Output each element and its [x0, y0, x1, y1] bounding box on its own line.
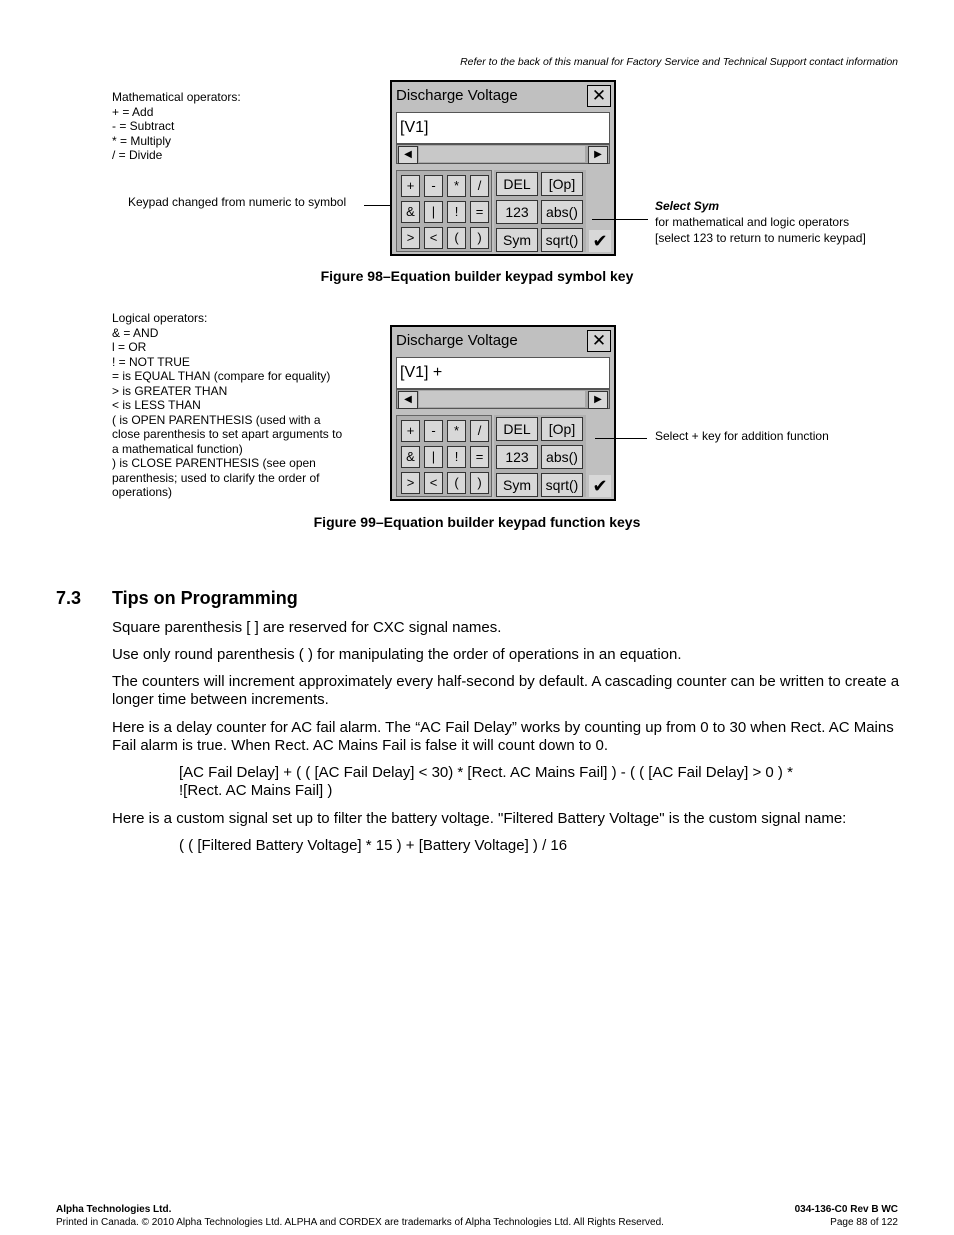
dialog-title: Discharge Voltage — [396, 332, 518, 349]
select-sym-line: for mathematical and logic operators — [655, 215, 850, 229]
scroll-right-icon[interactable]: ▶ — [588, 146, 608, 164]
horizontal-scrollbar[interactable] — [396, 144, 610, 164]
footer-page-number: Page 88 of 122 — [830, 1217, 898, 1228]
logical-operator-line: operations) — [112, 485, 173, 499]
key-or[interactable]: | — [424, 201, 443, 223]
section-title: Tips on Programming — [112, 588, 298, 608]
function-keypad — [494, 170, 586, 252]
key-open-paren[interactable]: ( — [447, 472, 466, 494]
key-minus[interactable]: - — [424, 175, 443, 197]
op-button[interactable]: [Op] — [541, 417, 583, 441]
paragraph: Square parenthesis [ ] are reserved for CXC signal names. — [112, 619, 502, 636]
numeric-123-button[interactable]: 123 — [496, 200, 538, 224]
key-greater[interactable]: > — [401, 472, 420, 494]
math-operator-multiply: * = Multiply — [112, 133, 172, 148]
scroll-thumb[interactable] — [419, 146, 585, 162]
key-divide[interactable]: / — [470, 420, 489, 442]
close-icon[interactable]: ✕ — [587, 85, 611, 107]
code-line: ![Rect. AC Mains Fail] ) — [179, 782, 333, 799]
sqrt-button[interactable]: sqrt() — [541, 228, 583, 252]
logical-operators-list — [112, 311, 342, 500]
footer-company: Alpha Technologies Ltd. — [56, 1204, 172, 1215]
key-close-paren[interactable]: ) — [470, 227, 489, 249]
footer-rights: Printed in Canada. © 2010 Alpha Technologies Ltd. ALPHA and CORDEX are trademarks of Alpha Technologies Ltd. All Rights Reserved. — [56, 1217, 664, 1228]
discharge-voltage-dialog — [390, 325, 616, 501]
key-less[interactable]: < — [424, 472, 443, 494]
logical-operator-line: ! = NOT TRUE — [112, 354, 190, 369]
code-line: [AC Fail Delay] + ( ( [AC Fail Delay] < 30) * [Rect. AC Mains Fail] ) - ( ( [AC Fail Delay] > 0 ) * — [179, 764, 793, 781]
symbol-keypad — [396, 170, 492, 252]
logical-operator-line: ) is CLOSE PARENTHESIS (see open — [112, 456, 316, 470]
leader-line — [595, 438, 647, 439]
equation-field[interactable]: [V1] — [396, 112, 610, 144]
math-operators-list — [112, 90, 241, 163]
key-and[interactable]: & — [401, 446, 420, 468]
math-operator-subtract: - = Subtract — [112, 119, 175, 133]
del-button[interactable]: DEL — [496, 417, 538, 441]
numeric-123-button[interactable]: 123 — [496, 445, 538, 469]
scroll-left-icon[interactable]: ◀ — [398, 391, 418, 409]
key-not[interactable]: ! — [447, 446, 466, 468]
logical-operator-line: close parenthesis to set apart arguments to — [112, 427, 343, 441]
paragraph: Here is a delay counter for AC fail alarm. The “AC Fail Delay” works by counting up from 0 to 30 when Rect. AC Mains Fail alarm is true. When Rect. AC Mains Fail is false it will count down to 0. — [112, 719, 894, 754]
logical-operator-line: < is LESS THAN — [112, 398, 201, 412]
select-sym-title: Select Sym — [655, 199, 720, 213]
key-minus[interactable]: - — [424, 420, 443, 442]
key-multiply[interactable]: * — [447, 175, 466, 197]
key-or[interactable]: | — [424, 446, 443, 468]
op-button[interactable]: [Op] — [541, 172, 583, 196]
abs-button[interactable]: abs() — [541, 200, 583, 224]
equation-field[interactable]: [V1] + — [396, 357, 610, 389]
select-plus-note: Select + key for addition function — [655, 429, 829, 443]
math-operator-divide: / = Divide — [112, 148, 163, 162]
abs-button[interactable]: abs() — [541, 445, 583, 469]
header-note: Refer to the back of this manual for Factory Service and Technical Support contact information — [460, 56, 898, 68]
logical-operator-line: a mathematical function) — [112, 441, 243, 456]
key-not[interactable]: ! — [447, 201, 466, 223]
select-sym-note — [655, 198, 866, 246]
key-equals[interactable]: = — [470, 201, 489, 223]
keypad-changed-note: Keypad changed from numeric to symbol — [128, 195, 347, 209]
logical-operator-line: ( is OPEN PARENTHESIS (used with a — [112, 412, 321, 427]
math-operators-heading: Mathematical operators: — [112, 90, 241, 104]
leader-line — [364, 205, 390, 206]
scroll-right-icon[interactable]: ▶ — [588, 391, 608, 409]
figure-98-caption: Figure 98–Equation builder keypad symbol key — [320, 268, 634, 284]
logical-operator-line: > is GREATER THAN — [112, 383, 228, 398]
discharge-voltage-dialog — [390, 80, 616, 256]
logical-operator-line: = is EQUAL THAN (compare for equality) — [112, 369, 331, 383]
sqrt-button[interactable]: sqrt() — [541, 473, 583, 497]
code-line: ( ( [Filtered Battery Voltage] * 15 ) + [Battery Voltage] ) / 16 — [179, 837, 568, 854]
key-plus[interactable]: + — [401, 420, 420, 442]
key-open-paren[interactable]: ( — [447, 227, 466, 249]
figure-99-caption: Figure 99–Equation builder keypad function keys — [313, 514, 641, 530]
key-greater[interactable]: > — [401, 227, 420, 249]
logical-operator-line: parenthesis; used to clarify the order of — [112, 470, 320, 485]
sym-button[interactable]: Sym — [496, 473, 538, 497]
key-divide[interactable]: / — [470, 175, 489, 197]
scroll-thumb[interactable] — [419, 391, 585, 407]
key-close-paren[interactable]: ) — [470, 472, 489, 494]
dialog-title: Discharge Voltage — [396, 87, 518, 104]
math-operator-add: + = Add — [112, 104, 154, 119]
key-multiply[interactable]: * — [447, 420, 466, 442]
leader-line — [592, 219, 648, 220]
paragraph: The counters will increment approximately every half-second by default. A cascading counter can be written to create a longer time between increments. — [112, 673, 900, 708]
key-plus[interactable]: + — [401, 175, 420, 197]
section-number: 7.3 — [56, 588, 82, 608]
close-icon[interactable]: ✕ — [587, 330, 611, 352]
key-equals[interactable]: = — [470, 446, 489, 468]
checkmark-icon[interactable]: ✔ — [589, 230, 611, 252]
checkmark-icon[interactable]: ✔ — [589, 475, 611, 497]
scroll-left-icon[interactable]: ◀ — [398, 146, 418, 164]
logical-operator-line: & = AND — [112, 325, 159, 340]
key-less[interactable]: < — [424, 227, 443, 249]
symbol-keypad — [396, 415, 492, 497]
del-button[interactable]: DEL — [496, 172, 538, 196]
logical-operators-heading: Logical operators: — [112, 311, 208, 325]
logical-operator-line: l = OR — [112, 340, 147, 354]
footer-doc-number: 034-136-C0 Rev B WC — [794, 1204, 898, 1215]
paragraph: Here is a custom signal set up to filter the battery voltage. "Filtered Battery Voltage" is the custom signal name: — [112, 810, 847, 827]
horizontal-scrollbar[interactable] — [396, 389, 610, 409]
paragraph: Use only round parenthesis ( ) for manipulating the order of operations in an equation. — [112, 646, 682, 663]
select-sym-line: [select 123 to return to numeric keypad] — [655, 231, 866, 245]
key-and[interactable]: & — [401, 201, 420, 223]
function-keypad — [494, 415, 586, 497]
sym-button[interactable]: Sym — [496, 228, 538, 252]
